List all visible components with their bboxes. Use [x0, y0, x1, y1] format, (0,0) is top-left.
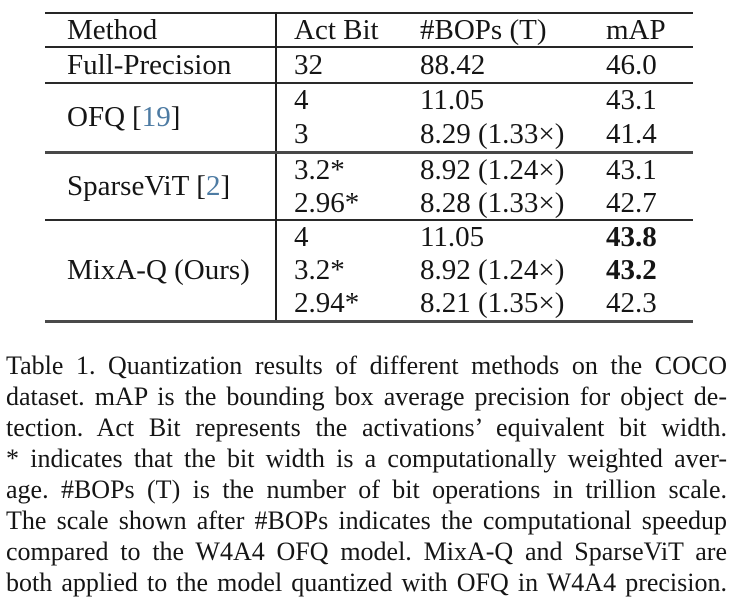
bops-cell: 8.21 (1.35×)	[420, 287, 565, 319]
citation-link-19[interactable]: 19	[141, 100, 171, 133]
citation-link-2[interactable]: 2	[205, 170, 221, 203]
caption-line: both applied to the model quantized with OFQ in W4A4 precision.	[6, 568, 727, 597]
results-table	[45, 12, 693, 323]
column-header-bops: #BOPs (T)	[420, 14, 547, 46]
citation-open-bracket: [	[132, 100, 142, 133]
bops-cell: 8.28 (1.33×)	[420, 186, 565, 219]
caption-line: dataset. mAP is the bounding box average precision for object de-	[6, 382, 727, 411]
map-cell: 43.1	[606, 84, 657, 116]
method-cell-full-precision	[45, 47, 276, 83]
method-name: MixA-Q (Ours)	[67, 254, 250, 286]
bops-cell: 11.05	[420, 84, 485, 116]
caption-line: tection. Act Bit represents the activations’ equivalent bit width.	[6, 413, 727, 442]
caption-line: compared to the W4A4 OFQ model. MixA-Q and SparseViT are	[6, 537, 727, 566]
method-name: OFQ	[67, 100, 126, 133]
caption-line: Table 1. Quantization results of different methods on the COCO	[6, 351, 727, 380]
map-cell: 46.0	[606, 49, 657, 81]
section-ofq	[45, 83, 693, 153]
bops-cell: 88.42	[420, 49, 486, 81]
section-full-precision	[45, 47, 693, 83]
map-cell-best: 43.8	[606, 221, 657, 253]
act-bit-cell: 32	[294, 49, 323, 81]
table-header-row	[45, 13, 693, 47]
act-bit-cell: 2.96*	[294, 186, 360, 219]
method-name: Full-Precision	[67, 49, 232, 81]
table-caption	[6, 350, 727, 598]
caption-line: * indicates that the bit width is a computationally weighted aver-	[6, 444, 727, 473]
act-bit-cell: 3.2*	[294, 154, 345, 186]
figure-table-1	[45, 12, 693, 323]
citation-close-bracket: ]	[170, 100, 181, 133]
table-row	[45, 153, 693, 187]
table-row	[45, 220, 693, 254]
bops-cell: 11.05	[420, 221, 485, 253]
table-row	[45, 47, 693, 83]
method-cell-sparsevit	[45, 153, 276, 221]
citation-open-bracket: [	[196, 170, 206, 203]
act-bit-cell: 3	[294, 117, 309, 150]
column-header-map: mAP	[606, 14, 666, 46]
column-header-act-bit: Act Bit	[294, 14, 379, 46]
caption-line: The scale shown after #BOPs indicates the computational speedup	[6, 506, 727, 535]
map-cell-best: 43.2	[606, 254, 657, 286]
bops-cell: 8.92 (1.24×)	[420, 154, 565, 186]
act-bit-cell: 2.94*	[294, 287, 360, 319]
act-bit-cell: 4	[294, 84, 309, 116]
table-row	[45, 83, 693, 118]
map-cell: 42.7	[606, 186, 657, 219]
citation-close-bracket: ]	[220, 170, 231, 203]
caption-line: age. #BOPs (T) is the number of bit operations in trillion scale.	[6, 475, 727, 504]
method-cell-mixa-q	[45, 220, 276, 322]
map-cell: 41.4	[606, 117, 657, 150]
map-cell: 42.3	[606, 287, 657, 319]
column-header-method: Method	[45, 13, 276, 47]
act-bit-cell: 3.2*	[294, 254, 345, 286]
act-bit-cell: 4	[294, 221, 309, 253]
method-cell-ofq	[45, 83, 276, 153]
method-name: SparseViT	[67, 170, 190, 203]
bops-cell: 8.92 (1.24×)	[420, 254, 565, 286]
section-mixa-q	[45, 220, 693, 322]
map-cell: 43.1	[606, 154, 657, 186]
bops-cell: 8.29 (1.33×)	[420, 117, 565, 150]
section-sparsevit	[45, 153, 693, 221]
